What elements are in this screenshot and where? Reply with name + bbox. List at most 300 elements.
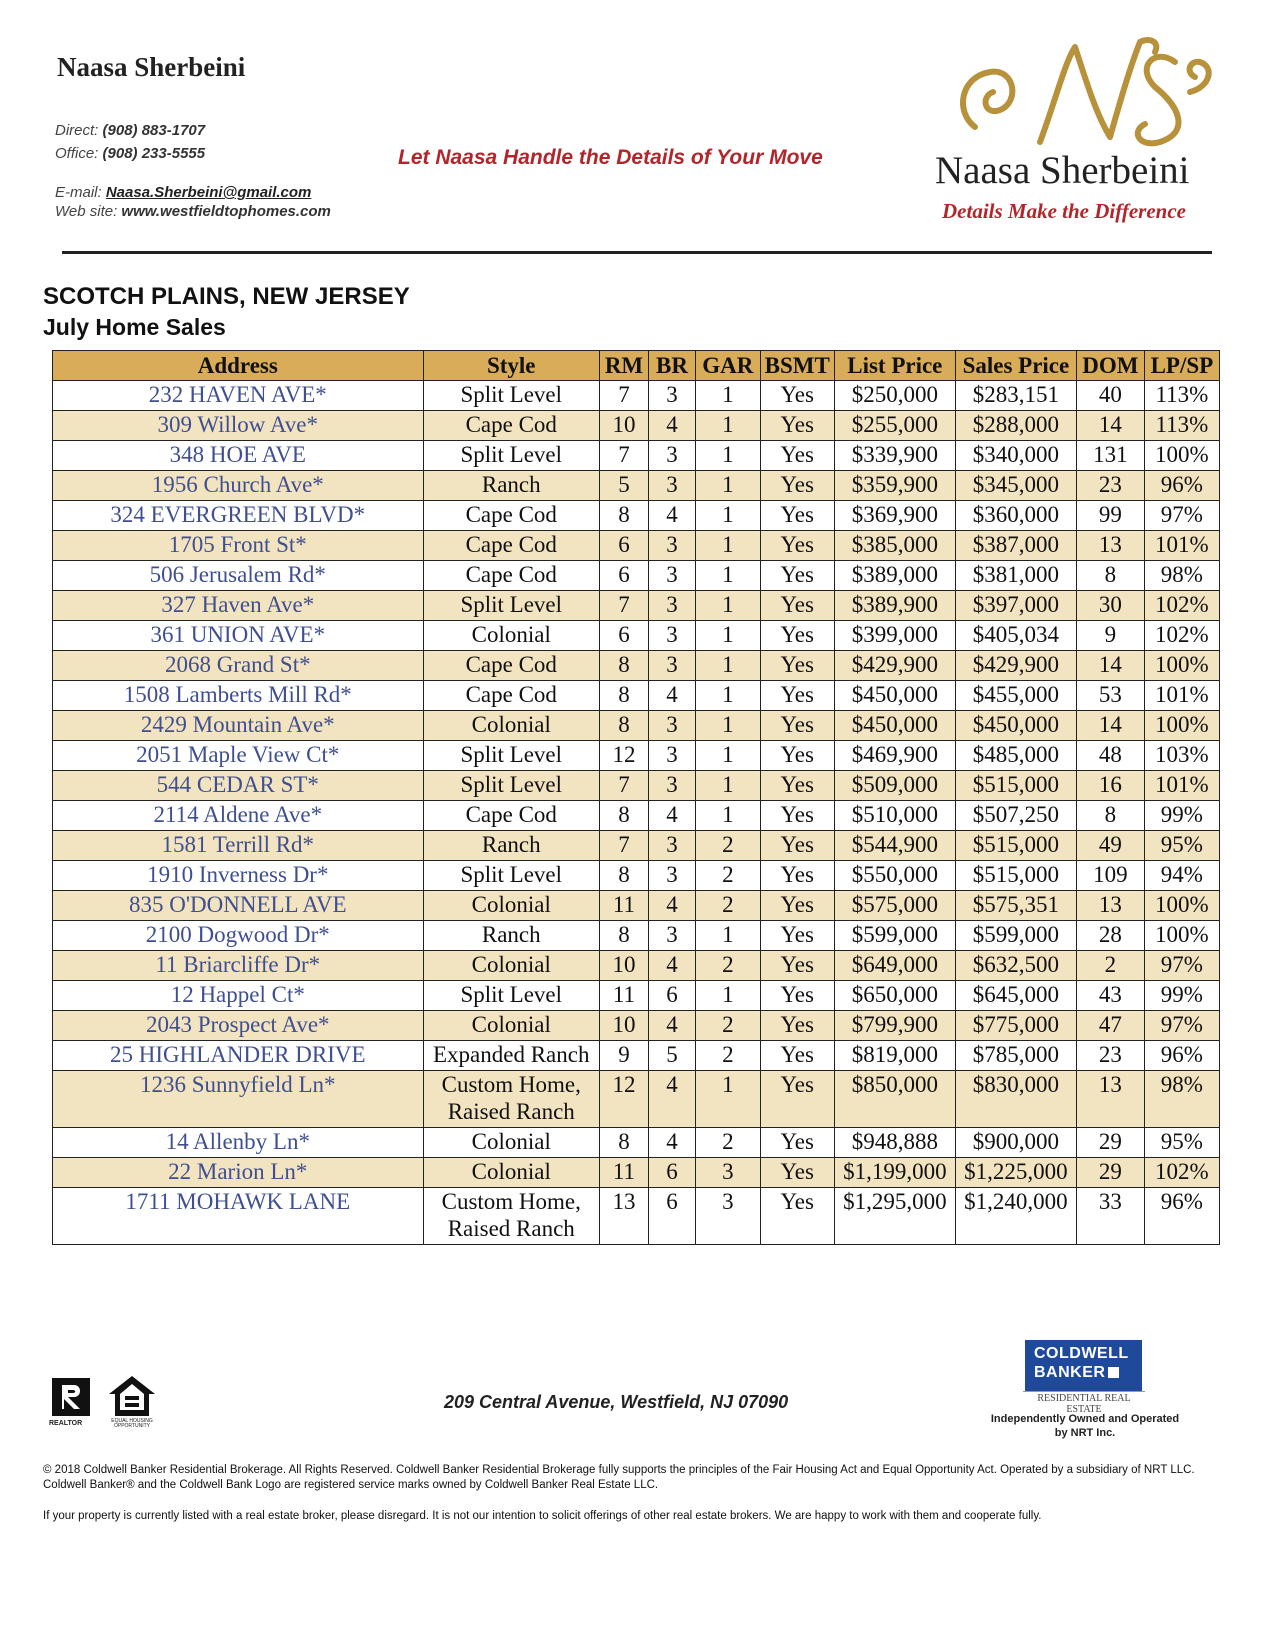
bedrooms-cell: 4 (649, 1128, 696, 1158)
rooms-cell: 6 (599, 531, 648, 561)
cb-residential-label: RESIDENTIAL REAL ESTATE (1023, 1391, 1145, 1415)
basement-cell: Yes (760, 891, 834, 921)
table-row (53, 1071, 1220, 1128)
basement-cell: Yes (760, 651, 834, 681)
rooms-cell: 7 (599, 831, 648, 861)
list-price-cell: $948,888 (834, 1128, 955, 1158)
bedrooms-cell: 3 (649, 381, 696, 411)
dom-cell: 9 (1076, 621, 1144, 651)
basement-cell: Yes (760, 381, 834, 411)
basement-cell: Yes (760, 411, 834, 441)
dom-cell: 99 (1076, 501, 1144, 531)
style-cell: Expanded Ranch (423, 1041, 599, 1071)
dom-cell: 43 (1076, 981, 1144, 1011)
list-price-cell: $450,000 (834, 681, 955, 711)
lp-sp-cell: 97% (1144, 501, 1219, 531)
sales-price-cell: $381,000 (955, 561, 1076, 591)
column-header: RM (599, 351, 648, 381)
cb-logo-word: BANKER (1034, 1364, 1106, 1381)
cb-indep-line2: by NRT Inc. (1054, 1427, 1116, 1439)
table-row (53, 501, 1220, 531)
table-row (53, 591, 1220, 621)
table-row (53, 771, 1220, 801)
list-price-cell: $650,000 (834, 981, 955, 1011)
list-price-cell: $450,000 (834, 711, 955, 741)
table-row (53, 531, 1220, 561)
header-divider (62, 251, 1212, 254)
table-row (53, 1188, 1220, 1245)
basement-cell: Yes (760, 681, 834, 711)
rooms-cell: 11 (599, 1158, 648, 1188)
sales-price-cell: $515,000 (955, 831, 1076, 861)
style-cell: Split Level (423, 861, 599, 891)
dom-cell: 8 (1076, 801, 1144, 831)
address-cell: 1236 Sunnyfield Ln* (53, 1071, 424, 1128)
rooms-cell: 6 (599, 621, 648, 651)
lp-sp-cell: 99% (1144, 981, 1219, 1011)
style-cell: Colonial (423, 951, 599, 981)
basement-cell: Yes (760, 831, 834, 861)
address-cell: 324 EVERGREEN BLVD* (53, 501, 424, 531)
style-cell: Colonial (423, 1158, 599, 1188)
bedrooms-cell: 4 (649, 801, 696, 831)
list-price-cell: $510,000 (834, 801, 955, 831)
basement-cell: Yes (760, 591, 834, 621)
basement-cell: Yes (760, 1041, 834, 1071)
table-row (53, 831, 1220, 861)
garage-cell: 1 (695, 771, 760, 801)
bedrooms-cell: 4 (649, 951, 696, 981)
dom-cell: 13 (1076, 531, 1144, 561)
garage-cell: 2 (695, 861, 760, 891)
lp-sp-cell: 102% (1144, 591, 1219, 621)
column-header: LP/SP (1144, 351, 1219, 381)
tagline: Let Naasa Handle the Details of Your Move (398, 146, 823, 169)
dom-cell: 23 (1076, 1041, 1144, 1071)
bedrooms-cell: 3 (649, 441, 696, 471)
basement-cell: Yes (760, 1158, 834, 1188)
sales-price-cell: $775,000 (955, 1011, 1076, 1041)
dom-cell: 49 (1076, 831, 1144, 861)
website-line (55, 203, 331, 220)
basement-cell: Yes (760, 981, 834, 1011)
dom-cell: 131 (1076, 441, 1144, 471)
address-cell: 1581 Terrill Rd* (53, 831, 424, 861)
address-cell: 2051 Maple View Ct* (53, 741, 424, 771)
list-price-cell: $509,000 (834, 771, 955, 801)
lp-sp-cell: 94% (1144, 861, 1219, 891)
list-price-cell: $799,900 (834, 1011, 955, 1041)
style-cell: Ranch (423, 831, 599, 861)
garage-cell: 2 (695, 891, 760, 921)
style-cell: Ranch (423, 471, 599, 501)
column-header: List Price (834, 351, 955, 381)
logo-tagline: Details Make the Difference (942, 199, 1186, 223)
list-price-cell: $544,900 (834, 831, 955, 861)
email-link[interactable]: Naasa.Sherbeini@gmail.com (105, 184, 312, 201)
table-row (53, 711, 1220, 741)
garage-cell: 1 (695, 561, 760, 591)
realtor-icon (52, 1378, 90, 1416)
list-price-cell: $399,000 (834, 621, 955, 651)
bedrooms-cell: 3 (649, 471, 696, 501)
bedrooms-cell: 4 (649, 681, 696, 711)
garage-cell: 2 (695, 831, 760, 861)
table-header-row (53, 351, 1220, 381)
basement-cell: Yes (760, 1071, 834, 1128)
list-price-cell: $250,000 (834, 381, 955, 411)
address-cell: 2114 Aldene Ave* (53, 801, 424, 831)
table-row (53, 411, 1220, 441)
garage-cell: 1 (695, 981, 760, 1011)
basement-cell: Yes (760, 711, 834, 741)
cb-independent-note (975, 1412, 1195, 1440)
lp-sp-cell: 100% (1144, 711, 1219, 741)
list-price-cell: $599,000 (834, 921, 955, 951)
rooms-cell: 9 (599, 1041, 648, 1071)
lp-sp-cell: 98% (1144, 1071, 1219, 1128)
lp-sp-cell: 97% (1144, 951, 1219, 981)
garage-cell: 1 (695, 741, 760, 771)
list-price-cell: $385,000 (834, 531, 955, 561)
bedrooms-cell: 3 (649, 591, 696, 621)
garage-cell: 1 (695, 1071, 760, 1128)
lp-sp-cell: 100% (1144, 921, 1219, 951)
dom-cell: 14 (1076, 711, 1144, 741)
sales-price-cell: $405,034 (955, 621, 1076, 651)
sales-price-cell: $429,900 (955, 651, 1076, 681)
style-cell: Colonial (423, 891, 599, 921)
sales-price-cell: $507,250 (955, 801, 1076, 831)
address-cell: 1956 Church Ave* (53, 471, 424, 501)
style-cell: Colonial (423, 1011, 599, 1041)
table-row (53, 1041, 1220, 1071)
rooms-cell: 12 (599, 1071, 648, 1128)
table-row (53, 981, 1220, 1011)
sales-price-cell: $1,240,000 (955, 1188, 1076, 1245)
column-header: BR (649, 351, 696, 381)
sales-price-cell: $599,000 (955, 921, 1076, 951)
lp-sp-cell: 95% (1144, 1128, 1219, 1158)
bedrooms-cell: 5 (649, 1041, 696, 1071)
style-cell: Split Level (423, 981, 599, 1011)
bedrooms-cell: 3 (649, 651, 696, 681)
solicitation-disclaimer: If your property is currently listed with a real estate broker, please disregard. It is not our intention to solicit offerings of other real estate brokers. We are happy to work with them and cooperate fully. (43, 1510, 1042, 1522)
rooms-cell: 10 (599, 1011, 648, 1041)
garage-cell: 1 (695, 471, 760, 501)
direct-label: Direct: (55, 122, 99, 139)
address-cell: 1711 MOHAWK LANE (53, 1188, 424, 1245)
agent-name: Naasa Sherbeini (57, 52, 246, 82)
rooms-cell: 7 (599, 591, 648, 621)
basement-cell: Yes (760, 861, 834, 891)
address-cell: 11 Briarcliffe Dr* (53, 951, 424, 981)
rooms-cell: 10 (599, 411, 648, 441)
email-line (55, 184, 311, 201)
style-cell: Cape Cod (423, 681, 599, 711)
dom-cell: 13 (1076, 891, 1144, 921)
garage-cell: 1 (695, 441, 760, 471)
style-cell: Colonial (423, 1128, 599, 1158)
table-row (53, 651, 1220, 681)
table-row (53, 951, 1220, 981)
lp-sp-cell: 102% (1144, 621, 1219, 651)
list-price-cell: $389,000 (834, 561, 955, 591)
bedrooms-cell: 3 (649, 861, 696, 891)
list-price-cell: $850,000 (834, 1071, 955, 1128)
lp-sp-cell: 96% (1144, 1041, 1219, 1071)
dom-cell: 109 (1076, 861, 1144, 891)
dom-cell: 40 (1076, 381, 1144, 411)
table-row (53, 471, 1220, 501)
rooms-cell: 8 (599, 711, 648, 741)
dom-cell: 47 (1076, 1011, 1144, 1041)
lp-sp-cell: 101% (1144, 531, 1219, 561)
garage-cell: 2 (695, 1128, 760, 1158)
lp-sp-cell: 113% (1144, 381, 1219, 411)
address-cell: 1910 Inverness Dr* (53, 861, 424, 891)
list-price-cell: $359,900 (834, 471, 955, 501)
sales-price-cell: $485,000 (955, 741, 1076, 771)
list-price-cell: $339,900 (834, 441, 955, 471)
style-cell: Ranch (423, 921, 599, 951)
basement-cell: Yes (760, 951, 834, 981)
bedrooms-cell: 3 (649, 831, 696, 861)
garage-cell: 1 (695, 381, 760, 411)
column-header: BSMT (760, 351, 834, 381)
address-cell: 2068 Grand St* (53, 651, 424, 681)
address-cell: 506 Jerusalem Rd* (53, 561, 424, 591)
dom-cell: 8 (1076, 561, 1144, 591)
column-header: Address (53, 351, 424, 381)
rooms-cell: 11 (599, 891, 648, 921)
style-cell: Colonial (423, 621, 599, 651)
list-price-cell: $1,295,000 (834, 1188, 955, 1245)
ns-monogram-logo (945, 32, 1220, 152)
report-city: SCOTCH PLAINS, NEW JERSEY (43, 283, 410, 310)
rooms-cell: 10 (599, 951, 648, 981)
garage-cell: 1 (695, 921, 760, 951)
column-header: DOM (1076, 351, 1144, 381)
bedrooms-cell: 6 (649, 1188, 696, 1245)
lp-sp-cell: 95% (1144, 831, 1219, 861)
sales-price-cell: $360,000 (955, 501, 1076, 531)
address-cell: 348 HOE AVE (53, 441, 424, 471)
address-cell: 1705 Front St* (53, 531, 424, 561)
address-cell: 327 Haven Ave* (53, 591, 424, 621)
list-price-cell: $1,199,000 (834, 1158, 955, 1188)
rooms-cell: 8 (599, 681, 648, 711)
address-cell: 2043 Prospect Ave* (53, 1011, 424, 1041)
list-price-cell: $649,000 (834, 951, 955, 981)
garage-cell: 1 (695, 681, 760, 711)
dom-cell: 16 (1076, 771, 1144, 801)
coldwell-banker-logo (1025, 1340, 1142, 1392)
bedrooms-cell: 3 (649, 621, 696, 651)
style-cell: Split Level (423, 741, 599, 771)
basement-cell: Yes (760, 441, 834, 471)
sales-price-cell: $515,000 (955, 861, 1076, 891)
list-price-cell: $575,000 (834, 891, 955, 921)
rooms-cell: 13 (599, 1188, 648, 1245)
bedrooms-cell: 4 (649, 1071, 696, 1128)
lp-sp-cell: 100% (1144, 441, 1219, 471)
dom-cell: 53 (1076, 681, 1144, 711)
garage-cell: 2 (695, 1011, 760, 1041)
sales-price-cell: $450,000 (955, 711, 1076, 741)
lp-sp-cell: 99% (1144, 801, 1219, 831)
lp-sp-cell: 103% (1144, 741, 1219, 771)
basement-cell: Yes (760, 1188, 834, 1245)
dom-cell: 13 (1076, 1071, 1144, 1128)
style-cell: Cape Cod (423, 531, 599, 561)
table-row (53, 861, 1220, 891)
garage-cell: 3 (695, 1188, 760, 1245)
table-row (53, 801, 1220, 831)
table-row (53, 441, 1220, 471)
report-subtitle: July Home Sales (43, 314, 226, 340)
email-label: E-mail: (55, 184, 102, 201)
list-price-cell: $550,000 (834, 861, 955, 891)
basement-cell: Yes (760, 741, 834, 771)
style-cell: Split Level (423, 771, 599, 801)
sales-price-cell: $340,000 (955, 441, 1076, 471)
table-row (53, 1158, 1220, 1188)
list-price-cell: $389,900 (834, 591, 955, 621)
sales-price-cell: $288,000 (955, 411, 1076, 441)
website-label: Web site: (55, 203, 118, 220)
cb-square-icon (1108, 1367, 1119, 1378)
dom-cell: 23 (1076, 471, 1144, 501)
office-address: 209 Central Avenue, Westfield, NJ 07090 (444, 1392, 789, 1412)
dom-cell: 29 (1076, 1128, 1144, 1158)
sales-price-cell: $900,000 (955, 1128, 1076, 1158)
style-cell: Split Level (423, 591, 599, 621)
garage-cell: 1 (695, 501, 760, 531)
garage-cell: 1 (695, 801, 760, 831)
style-cell: Custom Home, Raised Ranch (423, 1188, 599, 1245)
realtor-caption: REALTOR (49, 1420, 83, 1427)
basement-cell: Yes (760, 921, 834, 951)
rooms-cell: 8 (599, 501, 648, 531)
table-row (53, 921, 1220, 951)
garage-cell: 1 (695, 411, 760, 441)
bedrooms-cell: 3 (649, 741, 696, 771)
list-price-cell: $369,900 (834, 501, 955, 531)
column-header: GAR (695, 351, 760, 381)
garage-cell: 1 (695, 621, 760, 651)
list-price-cell: $429,900 (834, 651, 955, 681)
garage-cell: 1 (695, 711, 760, 741)
style-cell: Split Level (423, 441, 599, 471)
address-cell: 2429 Mountain Ave* (53, 711, 424, 741)
basement-cell: Yes (760, 471, 834, 501)
table-row (53, 681, 1220, 711)
rooms-cell: 8 (599, 1128, 648, 1158)
bedrooms-cell: 4 (649, 1011, 696, 1041)
lp-sp-cell: 101% (1144, 771, 1219, 801)
lp-sp-cell: 113% (1144, 411, 1219, 441)
dom-cell: 2 (1076, 951, 1144, 981)
lp-sp-cell: 96% (1144, 471, 1219, 501)
equal-housing-icon (107, 1374, 157, 1418)
sales-price-cell: $575,351 (955, 891, 1076, 921)
office-label: Office: (55, 145, 99, 162)
basement-cell: Yes (760, 531, 834, 561)
bedrooms-cell: 6 (649, 981, 696, 1011)
garage-cell: 1 (695, 591, 760, 621)
copyright-notice: © 2018 Coldwell Banker Residential Brokerage. All Rights Reserved. Coldwell Banker Residential Brokerage fully supports the principles of the Fair Housing Act and Equal Opportunity Act. Operated by a subsidiary of NRT LLC. Coldwell Banker® and the Coldwell Bank Logo are registered service marks owned by Coldwell Banker Real Estate LLC. (43, 1464, 1195, 1491)
table-row (53, 891, 1220, 921)
style-cell: Cape Cod (423, 651, 599, 681)
bedrooms-cell: 4 (649, 501, 696, 531)
sales-price-cell: $632,500 (955, 951, 1076, 981)
lp-sp-cell: 97% (1144, 1011, 1219, 1041)
address-cell: 22 Marion Ln* (53, 1158, 424, 1188)
bedrooms-cell: 3 (649, 921, 696, 951)
dom-cell: 14 (1076, 411, 1144, 441)
rooms-cell: 5 (599, 471, 648, 501)
rooms-cell: 6 (599, 561, 648, 591)
sales-price-cell: $283,151 (955, 381, 1076, 411)
table-row (53, 741, 1220, 771)
cb-logo-line2 (1034, 1364, 1119, 1382)
dom-cell: 28 (1076, 921, 1144, 951)
sales-price-cell: $785,000 (955, 1041, 1076, 1071)
basement-cell: Yes (760, 801, 834, 831)
garage-cell: 1 (695, 651, 760, 681)
rooms-cell: 12 (599, 741, 648, 771)
column-header: Sales Price (955, 351, 1076, 381)
table-row (53, 381, 1220, 411)
garage-cell: 2 (695, 951, 760, 981)
lp-sp-cell: 101% (1144, 681, 1219, 711)
office-phone-line (55, 145, 205, 162)
bedrooms-cell: 3 (649, 771, 696, 801)
equal-housing-caption: EQUAL HOUSING OPPORTUNITY (111, 1418, 153, 1429)
address-cell: 309 Willow Ave* (53, 411, 424, 441)
sales-price-cell: $1,225,000 (955, 1158, 1076, 1188)
dom-cell: 48 (1076, 741, 1144, 771)
sales-price-cell: $387,000 (955, 531, 1076, 561)
rooms-cell: 7 (599, 771, 648, 801)
garage-cell: 1 (695, 531, 760, 561)
lp-sp-cell: 100% (1144, 651, 1219, 681)
table-row (53, 1128, 1220, 1158)
lp-sp-cell: 98% (1144, 561, 1219, 591)
office-phone: (908) 233-5555 (102, 145, 206, 162)
rooms-cell: 8 (599, 921, 648, 951)
bedrooms-cell: 4 (649, 891, 696, 921)
cb-logo-line1: COLDWELL (1034, 1345, 1129, 1362)
dom-cell: 30 (1076, 591, 1144, 621)
sales-price-cell: $345,000 (955, 471, 1076, 501)
address-cell: 232 HAVEN AVE* (53, 381, 424, 411)
style-cell: Cape Cod (423, 411, 599, 441)
direct-phone: (908) 883-1707 (102, 122, 206, 139)
logo-name: Naasa Sherbeini (935, 149, 1190, 192)
website-link[interactable]: www.westfieldtophomes.com (121, 203, 331, 220)
bedrooms-cell: 4 (649, 411, 696, 441)
lp-sp-cell: 102% (1144, 1158, 1219, 1188)
address-cell: 544 CEDAR ST* (53, 771, 424, 801)
style-cell: Cape Cod (423, 801, 599, 831)
style-cell: Custom Home, Raised Ranch (423, 1071, 599, 1128)
rooms-cell: 8 (599, 861, 648, 891)
rooms-cell: 7 (599, 381, 648, 411)
basement-cell: Yes (760, 1011, 834, 1041)
style-cell: Colonial (423, 711, 599, 741)
